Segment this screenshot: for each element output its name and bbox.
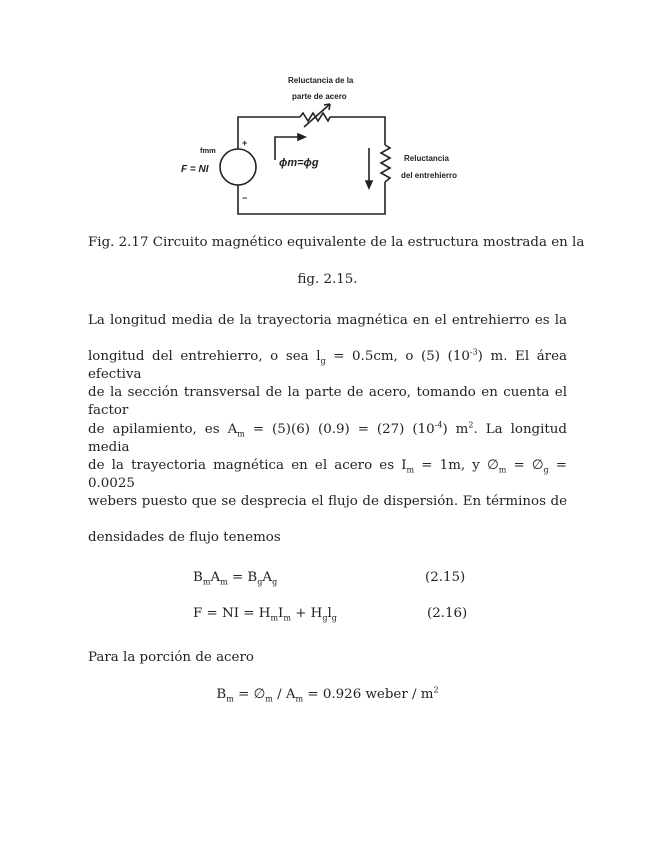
- steel-intro: Para la porción de acero: [88, 650, 254, 665]
- text-segment: de la sección transversal de la parte de acero, tomando en cuenta el factor: [88, 385, 567, 419]
- subscript: g: [272, 577, 278, 587]
- text-segment: + H: [290, 606, 323, 621]
- text-segment: ) m. El área efectiva: [88, 349, 567, 383]
- subscript: m: [265, 694, 273, 704]
- subscript: m: [498, 465, 507, 475]
- text-segment: = 0.926 weber / m: [303, 687, 434, 702]
- superscript: 2: [433, 685, 439, 695]
- paragraph-line: [88, 457, 567, 493]
- equation-number: (2.16): [427, 606, 468, 621]
- plus-sign: +: [242, 138, 248, 148]
- text-segment: / A: [272, 687, 296, 702]
- superscript: 2: [468, 420, 474, 430]
- text-segment: F = NI = H: [193, 606, 271, 621]
- text-segment: = ∅: [233, 687, 266, 702]
- gap-label-1: Reluctancia: [404, 154, 449, 163]
- subscript: m: [270, 613, 279, 623]
- subscript: m: [202, 577, 211, 587]
- text-segment: B: [216, 687, 227, 702]
- text-segment: La longitud media de la trayectoria magnética en el entrehierro es la: [88, 313, 567, 328]
- subscript: g: [257, 577, 263, 587]
- figure-caption-cont: fig. 2.15.: [297, 272, 358, 287]
- mmf-label-2: F = NI: [181, 164, 209, 175]
- text-segment: I: [278, 606, 284, 621]
- text-segment: A: [262, 570, 273, 585]
- text-segment: . La longitud media: [88, 421, 567, 455]
- text-segment: = 0.0025: [88, 457, 568, 491]
- mmf-source: [220, 149, 256, 185]
- minus-sign: −: [242, 193, 248, 203]
- mmf-label-1: fmm: [200, 146, 216, 155]
- text-segment: longitud del entrehierro, o sea l: [88, 349, 321, 365]
- text-segment: = 0.5cm, o (5) (10: [325, 349, 470, 365]
- paragraph-line: [88, 529, 567, 547]
- equation-expression: [193, 569, 277, 587]
- subscript: m: [295, 694, 304, 704]
- equation-number: (2.15): [425, 570, 466, 585]
- text-segment: densidades de flujo tenemos: [88, 530, 281, 546]
- subscript: g: [543, 465, 549, 475]
- text-segment: = (5)(6) (0.9) = (27) (10: [244, 421, 435, 437]
- equation-expression: [193, 605, 337, 623]
- paragraph-line: [88, 384, 567, 420]
- text-segment: A: [210, 570, 221, 585]
- text-segment: = 1m, y ∅: [414, 457, 499, 473]
- steel-label-1: Reluctancia de la: [288, 76, 354, 85]
- variable-arrow-icon: [304, 104, 330, 127]
- paragraph-line: [88, 312, 567, 330]
- text-segment: ) m: [442, 421, 469, 437]
- paragraph-line: [88, 493, 567, 511]
- gap-label-2: del entrehierro: [401, 171, 458, 180]
- paragraph-line: [88, 348, 567, 384]
- steel-label-2: parte de acero: [292, 92, 347, 101]
- superscript: -4: [434, 420, 443, 430]
- subscript: m: [237, 429, 245, 439]
- text-segment: = ∅: [506, 457, 544, 473]
- text-segment: de apilamiento, es A: [88, 421, 238, 437]
- subscript: m: [226, 694, 234, 704]
- figure-caption: Fig. 2.17 Circuito magnético equivalente de la estructura mostrada en la: [88, 235, 585, 250]
- magnetic-circuit-diagram: [0, 0, 655, 230]
- subscript: g: [320, 356, 326, 366]
- subscript: m: [283, 613, 291, 623]
- subscript: g: [322, 613, 328, 623]
- flux-label: ϕm=ϕg: [279, 157, 319, 169]
- text-segment: l: [327, 606, 332, 621]
- subscript: m: [406, 465, 415, 475]
- superscript: -3: [469, 347, 478, 357]
- subscript: m: [220, 577, 228, 587]
- steel-flux-density-equation: [88, 686, 567, 704]
- text-segment: B: [193, 570, 203, 585]
- subscript: g: [331, 613, 337, 623]
- text-segment: de la trayectoria magnética en el acero es I: [88, 457, 407, 473]
- text-segment: webers puesto que se desprecia el flujo de dispersión. En términos de: [88, 494, 567, 509]
- text-segment: = B: [227, 570, 258, 585]
- gap-reluctance-resistor: [381, 145, 390, 182]
- paragraph-line: [88, 421, 567, 457]
